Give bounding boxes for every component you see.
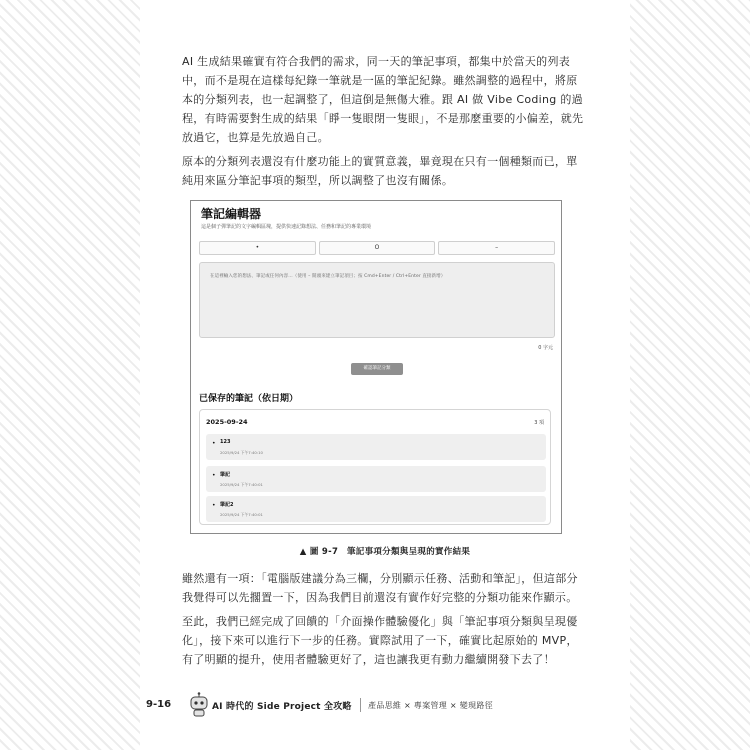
bullet-icon: • bbox=[212, 440, 216, 447]
tab-event[interactable]: O bbox=[319, 241, 436, 255]
list-item[interactable] bbox=[206, 466, 546, 492]
tab-note[interactable]: – bbox=[438, 241, 555, 255]
right-stripe-margin bbox=[630, 0, 750, 750]
robot-mascot-icon bbox=[188, 692, 210, 718]
list-item[interactable] bbox=[206, 496, 546, 522]
tab-task[interactable]: • bbox=[199, 241, 316, 255]
bullet-icon: • bbox=[212, 502, 216, 509]
confirm-category-button[interactable]: 確認筆記分類 bbox=[351, 363, 403, 375]
app-title: 筆記編輯器 bbox=[201, 207, 262, 221]
char-count: 0 字元 bbox=[538, 345, 553, 351]
page-footer bbox=[140, 690, 630, 724]
screenshot-figure bbox=[190, 200, 562, 534]
book-subtitle: 產品思維 × 專案管理 × 變現路徑 bbox=[368, 701, 493, 710]
note-text: 123 bbox=[220, 439, 231, 445]
group-date: 2025-09-24 bbox=[206, 418, 248, 426]
paragraph-3: 雖然還有一項：「電腦版建議分為三欄，分別顯示任務、活動和筆記」，但這部分我覺得可以先擱置一下，因為我們目前還沒有實作好完整的分類功能來作顯示。 bbox=[182, 572, 578, 604]
paragraph-1: AI 生成結果確實有符合我們的需求，同一天的筆記事項，都集中於當天的列表中，而不是現在這樣每紀錄一筆就是一區的筆記紀錄。雖然調整的過程中，將原本的分類列表，也一起調整了，但這倒是無傷大雅。跟 AI 做 Vibe Coding 的過程，有時需要對生成的結果「睜一隻眼閉一隻眼」，不是那麼重要的小偏差，就先放過它，也算是先放過自己。 bbox=[182, 55, 584, 144]
bullet-icon: • bbox=[212, 472, 216, 479]
left-stripe-margin bbox=[0, 0, 140, 750]
list-item[interactable] bbox=[206, 434, 546, 460]
note-text: 筆記2 bbox=[220, 502, 234, 508]
book-page bbox=[140, 0, 630, 750]
paragraph-4: 至此，我們已經完成了回饋的「介面操作體驗優化」與「筆記事項分類與呈現優化」，接下來可以進行下一步的任務。實際試用了一下，確實比起原始的 MVP，有了明顯的提升，使用者體驗更好了，這也讓我更有動力繼續開發下去了！ bbox=[182, 615, 578, 666]
note-editor-textarea[interactable] bbox=[199, 262, 555, 338]
group-count: 3 項 bbox=[534, 420, 544, 426]
note-time: 2025/9/24 下午7:40:01 bbox=[220, 512, 263, 517]
figure-caption: ▲ 圖 9-7 筆記事項分類與呈現的實作結果 bbox=[299, 547, 471, 557]
footer-divider bbox=[360, 698, 361, 712]
editor-placeholder: 在這裡輸入您的想法、筆記或任何內容...（使用 – 開頭來建立筆記項目；按 Cmd+Enter / Ctrl+Enter 直接新增） bbox=[210, 274, 446, 279]
note-time: 2025/9/24 下午7:40:10 bbox=[220, 450, 263, 455]
book-title: AI 時代的 Side Project 全攻略 bbox=[212, 702, 352, 712]
bullet-type-tabs bbox=[199, 241, 555, 255]
note-text: 筆記 bbox=[220, 472, 231, 478]
app-subtitle: 這是個子彈筆記的文字編輯區塊，提供快速記錄想法、任務和筆記的專業環境 bbox=[201, 224, 372, 230]
date-group bbox=[199, 409, 551, 525]
page-number: 9-16 bbox=[146, 699, 172, 710]
saved-notes-title: 已保存的筆記（依日期） bbox=[199, 394, 299, 404]
paragraph-2: 原本的分類列表還沒有什麼功能上的實質意義，畢竟現在只有一個種類而已，單純用來區分筆記事項的類型，所以調整了也沒有關係。 bbox=[182, 155, 578, 187]
note-time: 2025/9/24 下午7:40:01 bbox=[220, 482, 263, 487]
